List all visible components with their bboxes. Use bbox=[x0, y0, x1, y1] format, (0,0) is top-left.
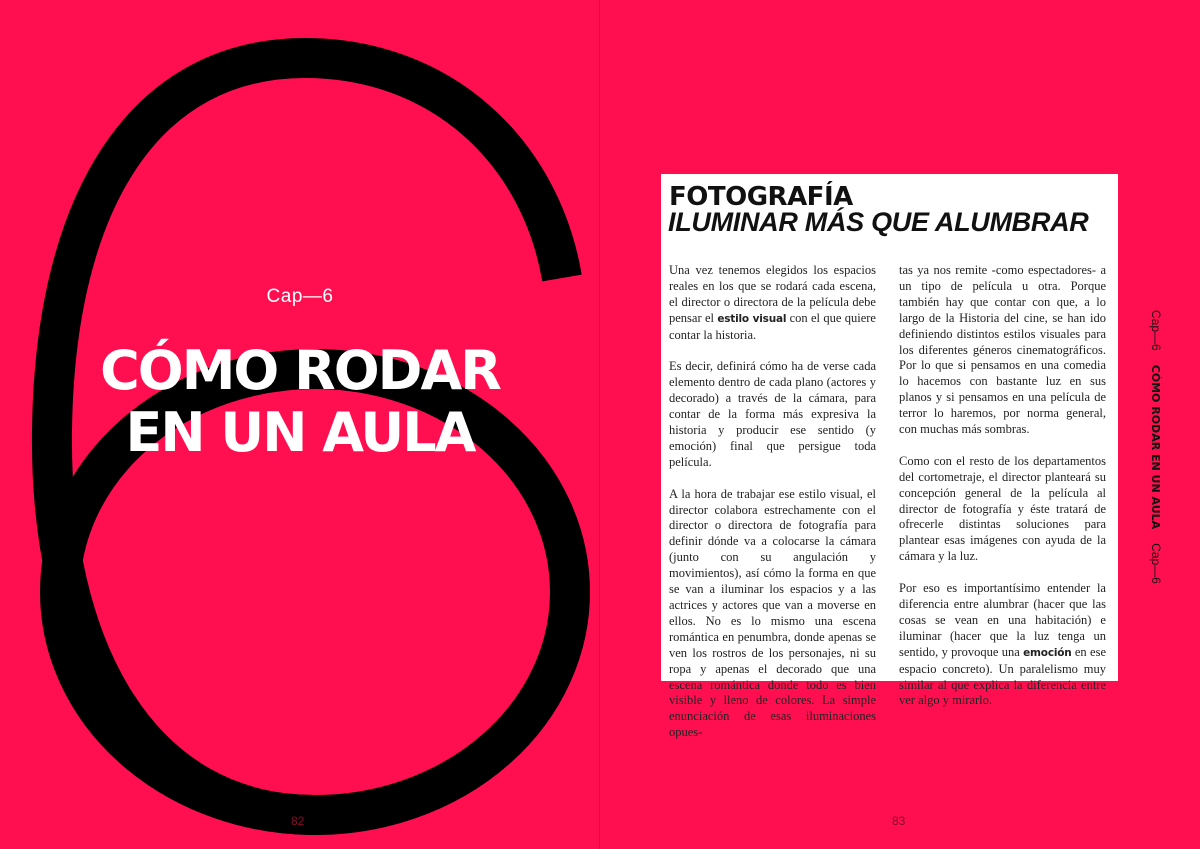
right-page bbox=[600, 0, 1200, 849]
paragraph: tas ya nos remite -como espectadores- a un tipo de película u otra. Porque también hay que contar con que, a lo largo de la Historia del cine, se han ido definiendo distintos estilos visuales para los diferentes géneros cinematográficos. Por lo que si pensamos en una comedia lo hacemos con bastante luz en sus planos y si pensamos en una película de terror lo haremos, por norma general, con muchas más sombras. bbox=[899, 263, 1106, 437]
text-card bbox=[661, 174, 1118, 740]
section-subtitle: ILUMINAR MÁS QUE ALUMBRAR bbox=[668, 207, 1089, 237]
paragraph: Por eso es importantísimo entender la diferencia entre alumbrar (hacer que las cosas se vean en una habitación) e iluminar (hacer que la luz tenga un sentido, y provoque una emoción en ese espacio concreto). Un paralelismo muy similar al que explica la diferencia entre ver algo y mirarlo. bbox=[899, 581, 1106, 708]
chapter-title-line-2: EN UN AULA bbox=[125, 401, 475, 464]
running-head-title: CÓMO RODAR EN UN AULA bbox=[1149, 364, 1162, 530]
paragraph: A la hora de trabajar ese estilo visual, el director colabora estrechamente con el director o directora de fotografía para definir dónde va a colocarse la cámara (junto con su angulación y movimientos), así cómo la forma en que se van a iluminar los espacios y a las actrices y actores que van a moverse en ellos. No es lo mismo una escena romántica en penumbra, donde apenas se ven los rostros de los personajes, ni su ropa y apenas el decorado que una escena romántica donde todo es bien visible y lleno de colores. La simple enunciación de esas iluminaciones opues- bbox=[669, 486, 876, 740]
chapter-title-line-1: CÓMO RODAR bbox=[100, 339, 500, 402]
paragraph: Una vez tenemos elegidos los espacios reales en los que se rodará cada escena, el director o directora de la película debe pensar el estilo visual con el que quiere contar la historia. bbox=[669, 263, 876, 342]
page-number-right: 83 bbox=[892, 814, 906, 828]
running-head-cap-left: Cap—6 bbox=[1149, 310, 1163, 351]
text-column-1 bbox=[669, 263, 876, 757]
running-head-cap-right: Cap—6 bbox=[1149, 543, 1163, 584]
text-column-2 bbox=[899, 263, 1106, 725]
chapter-title bbox=[0, 340, 600, 464]
paragraph: Como con el resto de los departamentos del cortometraje, el director planteará su concepción general de la película al director de fotografía y éste tratará de ofrecerle distintas soluciones para plantear esas imágenes con ayuda de la cámara y la luz. bbox=[899, 453, 1106, 564]
paragraph: Es decir, definirá cómo ha de verse cada elemento dentro de cada plano (actores y decorado) a través de la cámara, para contar de la forma más expresiva la historia y producir ese sentido (y emoción) final que persigue toda película. bbox=[669, 359, 876, 469]
chapter-label: Cap—6 bbox=[266, 286, 334, 307]
section-title: FOTOGRAFÍA bbox=[669, 182, 853, 212]
running-head-vertical bbox=[1148, 310, 1178, 584]
highlight-estilo-visual: estilo visual bbox=[717, 312, 787, 325]
page-number-left: 82 bbox=[291, 814, 305, 828]
highlight-emocion: emoción bbox=[1023, 646, 1072, 659]
